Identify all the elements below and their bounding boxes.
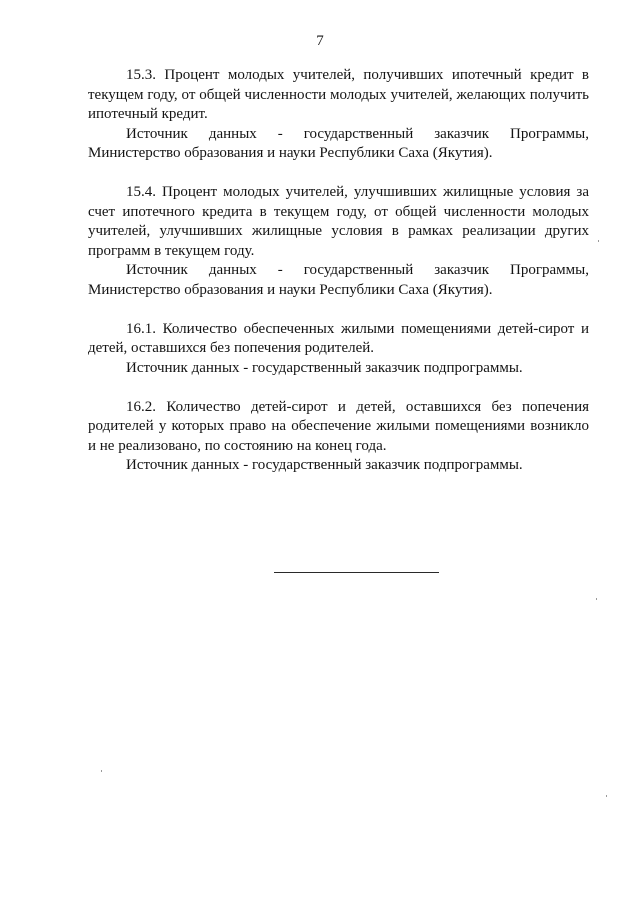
indicator-definition: 15.3. Процент молодых учителей, получивших ипотечный кредит в текущем году, от общей численности молодых учителей, желающих получить ипотечный кредит. <box>88 67 589 122</box>
scan-speck <box>101 770 102 772</box>
section-16-1 <box>88 320 589 379</box>
document-body <box>88 66 589 495</box>
indicator-definition: 16.1. Количество обеспеченных жилыми помещениями детей-сирот и детей, оставшихся без попечения родителей. <box>88 320 589 356</box>
data-source-note: Источник данных - государственный заказчик подпрограммы. <box>126 359 523 376</box>
section-15-4 <box>88 183 589 300</box>
data-source-note: Источник данных - государственный заказчик подпрограммы. <box>126 457 523 473</box>
section-16-2 <box>88 398 589 476</box>
scan-speck <box>598 240 599 242</box>
indicator-definition: 16.2. Количество детей-сирот и детей, оставшихся без попечения родителей у которых право на обеспечение жилыми помещениями возникло и не реализовано, по состоянию на конец года. <box>88 398 589 454</box>
data-source-note: Источник данных - государственный заказчик Программы, Министерство образования и науки Республики Саха (Якутия). <box>88 262 589 298</box>
scan-speck <box>596 598 597 600</box>
closing-rule <box>274 572 439 573</box>
data-source-note: Источник данных - государственный заказчик Программы, Министерство образования и науки Республики Саха (Якутия). <box>88 125 589 161</box>
indicator-definition: 15.4. Процент молодых учителей, улучшивших жилищные условия за счет ипотечного кредита в текущем году, от общей численности молодых учителей, улучшивших жилищные условия в рамках реализации других программ в текущем году. <box>88 184 589 259</box>
section-15-3 <box>88 66 589 164</box>
page-number: 7 <box>316 33 324 49</box>
scan-speck <box>606 795 607 797</box>
